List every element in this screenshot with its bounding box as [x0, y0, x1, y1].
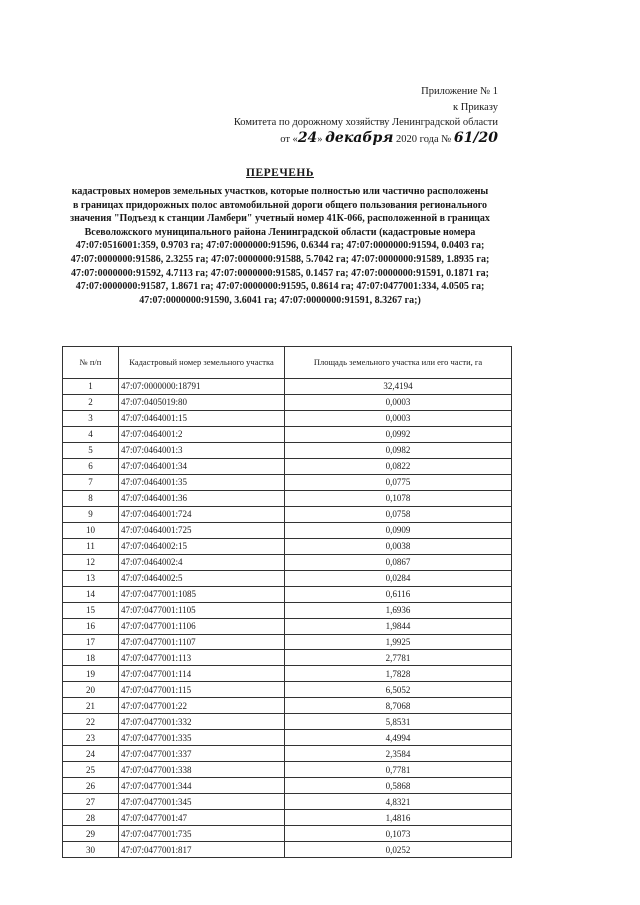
- row-number: 21: [63, 698, 119, 714]
- row-number: 22: [63, 714, 119, 730]
- header-area: Площадь земельного участка или его части, га: [285, 347, 512, 379]
- row-number: 18: [63, 650, 119, 666]
- handwritten-order-number: 61/20: [453, 129, 498, 146]
- cadastral-number: 47:07:0000000:18791: [119, 379, 285, 395]
- row-number: 30: [63, 842, 119, 858]
- document-title-block: [70, 165, 490, 307]
- table-row: [63, 778, 512, 794]
- order-date-number: [234, 131, 498, 148]
- cadastral-number: 47:07:0477001:817: [119, 842, 285, 858]
- area-value: 0,0867: [285, 554, 512, 570]
- row-number: 11: [63, 538, 119, 554]
- area-value: 0,0992: [285, 426, 512, 442]
- area-value: 0,0284: [285, 570, 512, 586]
- table-row: [63, 506, 512, 522]
- cadastral-number: 47:07:0477001:735: [119, 826, 285, 842]
- cadastral-number: 47:07:0477001:344: [119, 778, 285, 794]
- row-number: 3: [63, 410, 119, 426]
- date-year: 2020 года №: [393, 133, 454, 145]
- area-value: 0,1078: [285, 490, 512, 506]
- row-number: 16: [63, 618, 119, 634]
- area-value: 0,0003: [285, 410, 512, 426]
- table-row: [63, 602, 512, 618]
- row-number: 13: [63, 570, 119, 586]
- row-number: 26: [63, 778, 119, 794]
- cadastral-number: 47:07:0477001:337: [119, 746, 285, 762]
- table-row: [63, 442, 512, 458]
- handwritten-day: 24: [297, 129, 318, 146]
- cadastral-number: 47:07:0464001:35: [119, 474, 285, 490]
- area-value: 0,0982: [285, 442, 512, 458]
- row-number: 4: [63, 426, 119, 442]
- row-number: 1: [63, 379, 119, 395]
- table-row: [63, 426, 512, 442]
- table-row: [63, 762, 512, 778]
- cadastral-number: 47:07:0464001:3: [119, 442, 285, 458]
- header-number: № п/п: [63, 347, 119, 379]
- row-number: 17: [63, 634, 119, 650]
- cadastral-number: 47:07:0477001:338: [119, 762, 285, 778]
- area-value: 1,9925: [285, 634, 512, 650]
- table-row: [63, 586, 512, 602]
- cadastral-number: 47:07:0464001:15: [119, 410, 285, 426]
- table-row: [63, 570, 512, 586]
- row-number: 9: [63, 506, 119, 522]
- table-row: [63, 682, 512, 698]
- table-row: [63, 810, 512, 826]
- area-value: 0,0822: [285, 458, 512, 474]
- table-row: [63, 379, 512, 395]
- row-number: 24: [63, 746, 119, 762]
- row-number: 12: [63, 554, 119, 570]
- cadastral-number: 47:07:0477001:47: [119, 810, 285, 826]
- cadastral-number: 47:07:0477001:1085: [119, 586, 285, 602]
- cadastral-number: 47:07:0477001:113: [119, 650, 285, 666]
- date-mid: »: [317, 133, 326, 145]
- row-number: 7: [63, 474, 119, 490]
- area-value: 4,8321: [285, 794, 512, 810]
- area-value: 0,6116: [285, 586, 512, 602]
- row-number: 28: [63, 810, 119, 826]
- table-row: [63, 554, 512, 570]
- table-row: [63, 474, 512, 490]
- area-value: 1,6936: [285, 602, 512, 618]
- cadastral-number: 47:07:0405019:80: [119, 394, 285, 410]
- row-number: 25: [63, 762, 119, 778]
- cadastral-number: 47:07:0464002:4: [119, 554, 285, 570]
- area-value: 0,7781: [285, 762, 512, 778]
- row-number: 19: [63, 666, 119, 682]
- area-value: 5,8531: [285, 714, 512, 730]
- appendix-label: Приложение № 1: [421, 86, 498, 97]
- table-row: [63, 794, 512, 810]
- table-row: [63, 410, 512, 426]
- area-value: 0,1073: [285, 826, 512, 842]
- area-value: 2,3584: [285, 746, 512, 762]
- area-value: 32,4194: [285, 379, 512, 395]
- cadastral-number: 47:07:0477001:1105: [119, 602, 285, 618]
- row-number: 20: [63, 682, 119, 698]
- table-row: [63, 666, 512, 682]
- cadastral-number: 47:07:0477001:345: [119, 794, 285, 810]
- table-row: [63, 746, 512, 762]
- area-value: 0,0038: [285, 538, 512, 554]
- date-prefix: от «: [280, 133, 298, 145]
- cadastral-table: [62, 346, 512, 858]
- row-number: 15: [63, 602, 119, 618]
- area-value: 1,9844: [285, 618, 512, 634]
- area-value: 0,0003: [285, 394, 512, 410]
- area-value: 0,0775: [285, 474, 512, 490]
- table-row: [63, 394, 512, 410]
- area-value: 0,0909: [285, 522, 512, 538]
- document-header: [234, 84, 498, 147]
- row-number: 2: [63, 394, 119, 410]
- cadastral-number: 47:07:0464001:724: [119, 506, 285, 522]
- cadastral-number: 47:07:0464002:15: [119, 538, 285, 554]
- table-row: [63, 490, 512, 506]
- table-row: [63, 650, 512, 666]
- area-value: 4,4994: [285, 730, 512, 746]
- cadastral-number: 47:07:0477001:1106: [119, 618, 285, 634]
- table-row: [63, 842, 512, 858]
- area-value: 1,7828: [285, 666, 512, 682]
- table-row: [63, 618, 512, 634]
- cadastral-number: 47:07:0477001:335: [119, 730, 285, 746]
- cadastral-number: 47:07:0464001:36: [119, 490, 285, 506]
- cadastral-number: 47:07:0477001:332: [119, 714, 285, 730]
- table-row: [63, 522, 512, 538]
- row-number: 23: [63, 730, 119, 746]
- cadastral-number: 47:07:0464001:34: [119, 458, 285, 474]
- handwritten-month: декабря: [325, 129, 394, 146]
- cadastral-number: 47:07:0464002:5: [119, 570, 285, 586]
- area-value: 0,0252: [285, 842, 512, 858]
- table-row: [63, 826, 512, 842]
- table-row: [63, 698, 512, 714]
- table-row: [63, 714, 512, 730]
- row-number: 29: [63, 826, 119, 842]
- document-title: ПЕРЕЧЕНЬ: [246, 167, 314, 179]
- cadastral-number: 47:07:0477001:115: [119, 682, 285, 698]
- document-description: кадастровых номеров земельных участков, которые полностью или частично расположены в границах придорожных полос автомобильной дороги общего пользования регионального значения "Подъезд к станции Ламбери" учетный номер 41К-066, расположенной в границах Всеволожского муниципального района Ленинградской области (кадастровые номера 47:07:0516001:359, 0.9703 га; 47:07:0000000:91596, 0.6344 га; 47:07:0000000:91594, 0.0403 га; 47:07:0000000:91586, 2.3255 га; 47:07:0000000:91588, 5.7042 га; 47:07:0000000:91589, 1.8935 га; 47:07:0000000:91592, 4.7113 га; 47:07:0000000:91585, 0.1457 га; 47:07:0000000:91591, 0.1871 га; 47:07:0000000:91587, 1.8671 га; 47:07:0000000:91595, 0.8614 га; 47:07:0477001:334, 4.0505 га; 47:07:0000000:91590, 3.6041 га; 47:07:0000000:91591, 8.3267 га;): [70, 186, 490, 306]
- cadastral-number: 47:07:0477001:22: [119, 698, 285, 714]
- table-row: [63, 730, 512, 746]
- area-value: 8,7068: [285, 698, 512, 714]
- row-number: 8: [63, 490, 119, 506]
- cadastral-number: 47:07:0464001:725: [119, 522, 285, 538]
- table-row: [63, 538, 512, 554]
- committee-name: Комитета по дорожному хозяйству Ленинградской области: [233, 117, 498, 128]
- area-value: 0,5868: [285, 778, 512, 794]
- table-header-row: [63, 347, 512, 379]
- row-number: 27: [63, 794, 119, 810]
- table-row: [63, 458, 512, 474]
- cadastral-number: 47:07:0477001:1107: [119, 634, 285, 650]
- cadastral-number: 47:07:0477001:114: [119, 666, 285, 682]
- table-row: [63, 634, 512, 650]
- header-cadastral-number: Кадастровый номер земельного участка: [119, 347, 285, 379]
- row-number: 6: [63, 458, 119, 474]
- order-reference: к Приказу: [453, 101, 498, 113]
- area-value: 6,5052: [285, 682, 512, 698]
- area-value: 1,4816: [285, 810, 512, 826]
- area-value: 0,0758: [285, 506, 512, 522]
- row-number: 5: [63, 442, 119, 458]
- row-number: 14: [63, 586, 119, 602]
- area-value: 2,7781: [285, 650, 512, 666]
- row-number: 10: [63, 522, 119, 538]
- cadastral-number: 47:07:0464001:2: [119, 426, 285, 442]
